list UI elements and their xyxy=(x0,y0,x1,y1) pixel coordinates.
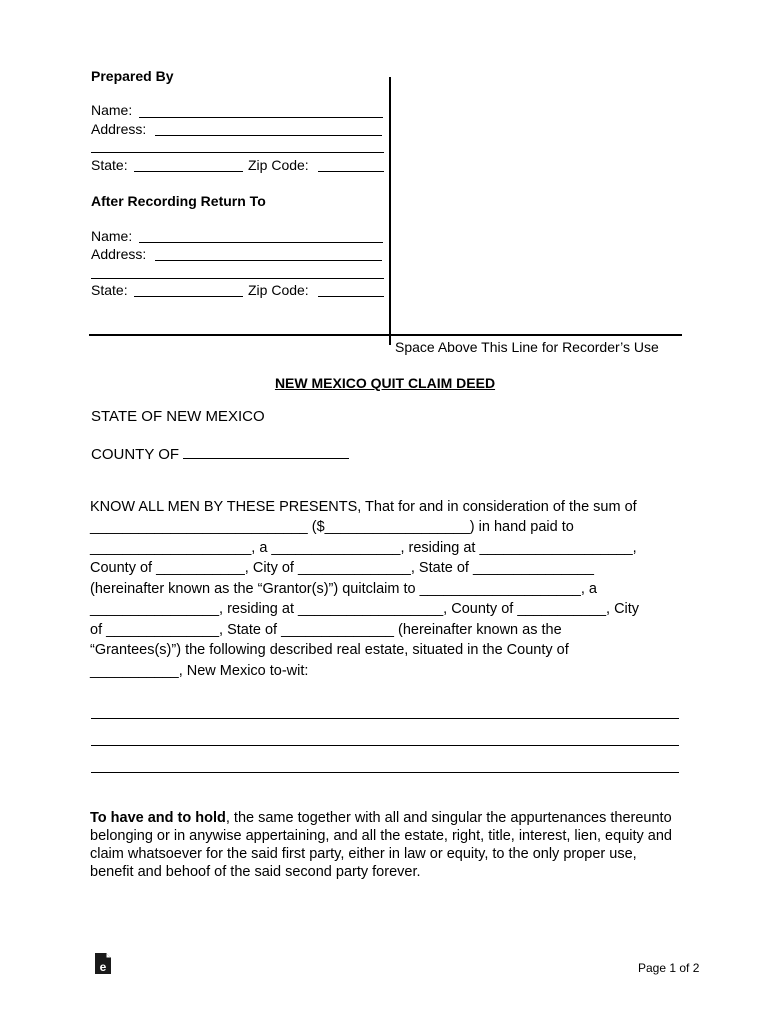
deed-title-wrap xyxy=(0,374,770,392)
habendum-lead: To have and to hold xyxy=(90,810,226,826)
body-line-4: County of ___________, City of ______________, State of _______________ xyxy=(90,560,594,576)
body-line-8: “Grantees(s)”) the following described real estate, situated in the County of xyxy=(90,642,569,658)
body-line-1: KNOW ALL MEN BY THESE PRESENTS, That for and in consideration of the sum of xyxy=(90,499,637,515)
body-line-9: ___________, New Mexico to-wit: xyxy=(90,663,309,679)
county-field[interactable] xyxy=(183,444,349,459)
return-to-name-field[interactable] xyxy=(139,242,383,243)
body-line-2: ___________________________ ($__________________) in hand paid to xyxy=(90,519,574,535)
prepared-by-zip-field[interactable] xyxy=(318,171,384,172)
prepared-by-address-label: Address: xyxy=(91,121,147,137)
return-to-address-line-2[interactable] xyxy=(91,278,384,279)
habendum-text: , the same together with all and singular the appurtenances thereunto belonging or in anywise appertaining, and all the estate, right, title, interest, lien, equity and claim whatsoever for the said first party, either in law or equity, to the only proper use, benefit and behoof of the said second party forever. xyxy=(90,810,672,880)
deed-title: NEW MEXICO QUIT CLAIM DEED xyxy=(274,375,496,391)
return-to-address-field[interactable] xyxy=(155,260,382,261)
state-line: STATE OF NEW MEXICO xyxy=(91,408,265,425)
eforms-logo-icon xyxy=(93,952,113,976)
return-to-zip-field[interactable] xyxy=(318,296,384,297)
prepared-by-address-line-2[interactable] xyxy=(91,152,384,153)
return-to-state-field[interactable] xyxy=(134,296,243,297)
return-to-heading: After Recording Return To xyxy=(91,193,266,209)
prepared-by-name-label: Name: xyxy=(91,102,133,118)
legal-description-line-3[interactable] xyxy=(91,772,679,773)
habendum-paragraph xyxy=(90,809,680,881)
body-line-6: ________________, residing at __________________, County of ___________, City xyxy=(90,601,640,617)
county-label: COUNTY OF xyxy=(91,446,180,463)
legal-description-line-1[interactable] xyxy=(91,718,679,719)
body-line-3: ____________________, a ________________, residing at ___________________, xyxy=(90,540,637,556)
page-number: Page 1 of 2 xyxy=(638,961,700,975)
prepared-by-state-label: State: xyxy=(91,157,128,173)
legal-description-line-2[interactable] xyxy=(91,745,679,746)
return-to-zip-label: Zip Code: xyxy=(248,282,309,298)
svg-text:e: e xyxy=(99,960,107,974)
body-line-5: (hereinafter known as the “Grantor(s)”) quitclaim to ____________________, a xyxy=(90,581,597,597)
prepared-by-state-field[interactable] xyxy=(134,171,243,172)
return-to-address-label: Address: xyxy=(91,246,147,262)
county-line xyxy=(91,444,349,465)
prepared-by-zip-label: Zip Code: xyxy=(248,157,309,173)
return-to-state-label: State: xyxy=(91,282,128,298)
prepared-by-address-field[interactable] xyxy=(155,135,382,136)
return-to-name-label: Name: xyxy=(91,228,133,244)
prepared-by-heading: Prepared By xyxy=(91,68,174,84)
recorder-note: Space Above This Line for Recorder’s Use xyxy=(395,339,659,355)
recorder-divider-vertical xyxy=(389,77,391,345)
prepared-by-name-field[interactable] xyxy=(139,117,383,118)
body-line-7: of ______________, State of ______________ (hereinafter known as the xyxy=(90,622,562,638)
recorder-divider-horizontal xyxy=(89,334,682,336)
